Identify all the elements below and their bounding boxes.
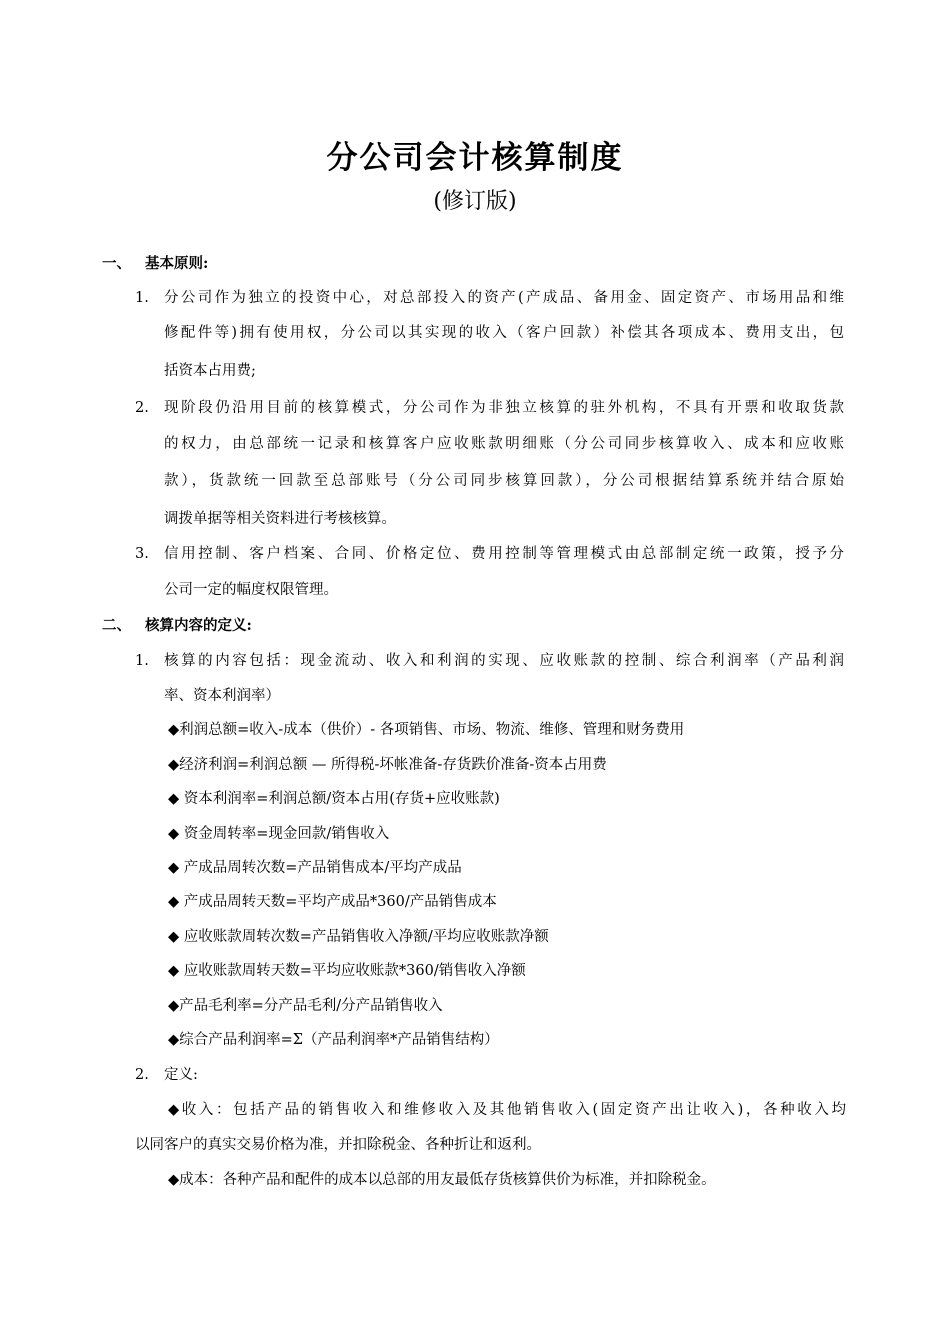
section-1-heading: 基本原则: [145,255,209,272]
item-1-2-line-4: 调拨单据等相关资料进行考核核算。 [164,511,396,527]
formula-item: ◆产品毛利率=分产品毛利/分产品销售收入 [168,998,443,1014]
item-1-1-number: 1. [135,290,149,306]
formula-item: ◆利润总额=收入-成本（供价）- 各项销售、市场、物流、维修、管理和财务费用 [168,722,685,738]
formula-item: ◆ 资本利润率=利润总额/资本占用(存货+应收账款) [168,791,500,807]
item-2-1-number: 1. [135,653,149,669]
item-1-1-line-1: 分公司作为独立的投资中心，对总部投入的资产(产成品、备用金、固定资产、市场用品和维 [164,290,844,306]
item-1-1-line-3: 括资本占用费; [164,363,256,379]
definition-income-line-2: 以同客户的真实交易价格为准，并扣除税金、各种折让和返利。 [135,1137,541,1153]
formula-item: ◆ 应收账款周转次数=产品销售收入净额/平均应收账款净额 [168,929,549,945]
item-2-1-line-1: 核算的内容包括：现金流动、收入和利润的实现、应收账款的控制、综合利润率（产品利润 [164,653,844,669]
section-1-number: 一、 [102,255,131,272]
section-2-number: 二、 [102,617,131,634]
item-1-3-number: 3. [135,546,149,562]
item-1-3-line-1: 信用控制、客户档案、合同、价格定位、费用控制等管理模式由总部制定统一政策，授予分 [164,546,844,562]
formula-item: ◆ 产成品周转天数=平均产成品*360/产品销售成本 [168,894,497,910]
definition-cost: ◆成本：各种产品和配件的成本以总部的用友最低存货核算供价为标准，并扣除税金。 [168,1172,716,1188]
item-1-2-line-1: 现阶段仍沿用目前的核算模式，分公司作为非独立核算的驻外机构，不具有开票和收取货款 [164,400,844,416]
item-1-3-line-2: 公司一定的幅度权限管理。 [164,582,338,598]
section-2-heading: 核算内容的定义: [145,617,252,634]
formula-item: ◆ 应收账款周转天数=平均应收账款*360/销售收入净额 [168,963,526,979]
definition-income-line-1: ◆收入：包括产品的销售收入和维修收入及其他销售收入(固定资产出让收入)，各种收入均 [168,1102,846,1118]
item-2-2-number: 2. [135,1067,149,1083]
item-1-2-number: 2. [135,400,149,416]
document-title: 分公司会计核算制度 [326,140,624,176]
document-subtitle: (修订版) [433,189,517,214]
item-1-2-line-3: 款），货款统一回款至总部账号（分公司同步核算回款），分公司根据结算系统并结合原始 [164,473,844,489]
item-2-2-heading: 定义: [164,1067,198,1083]
formula-item: ◆ 资金周转率=现金回款/销售收入 [168,826,390,842]
formula-item: ◆经济利润=利润总额 — 所得税-坏帐准备-存货跌价准备-资本占用费 [168,757,607,773]
item-2-1-line-2: 率、资本利润率） [164,688,280,704]
item-1-2-line-2: 的权力，由总部统一记录和核算客户应收账款明细账（分公司同步核算收入、成本和应收账 [164,436,844,452]
formula-item: ◆ 产成品周转次数=产品销售成本/平均产成品 [168,860,462,876]
formula-item: ◆综合产品利润率=Σ（产品利润率*产品销售结构） [168,1032,499,1048]
item-1-1-line-2: 修配件等)拥有使用权，分公司以其实现的收入（客户回款）补偿其各项成本、费用支出，包 [164,325,844,341]
